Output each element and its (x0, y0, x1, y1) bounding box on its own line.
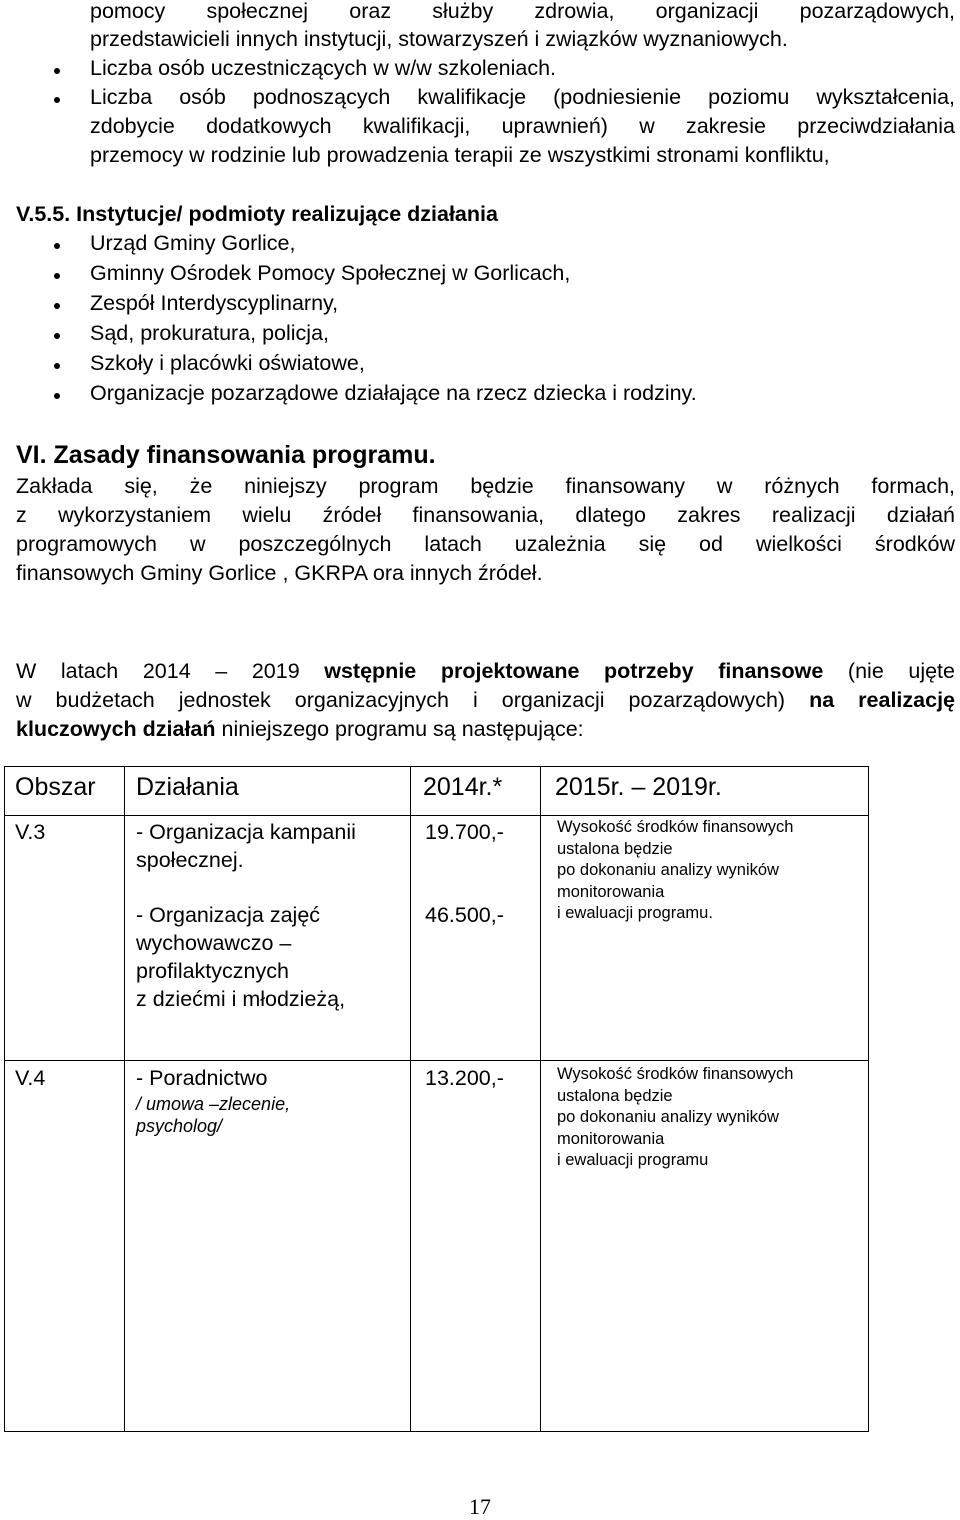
table-cell-action: z dziećmi i młodzieżą, (136, 987, 346, 1011)
paragraph-line (16, 657, 955, 685)
text-run: niniejszego programu są następujące: (215, 717, 584, 741)
bullet-icon (54, 363, 60, 369)
list-item: Zespół Interdyscyplinarny, (90, 291, 339, 315)
table-cell-action-sub: / umowa –zlecenie, (136, 1094, 291, 1114)
page-number: 17 (469, 1494, 491, 1519)
list-item: Gminny Ośrodek Pomocy Społecznej w Gorlicach, (90, 261, 571, 285)
text-run: w budżetach jednostek organizacyjnych i organizacji pozarządowych) (16, 688, 810, 712)
bullet-icon (54, 333, 60, 339)
table-cell-amount: 13.200,- (425, 1066, 504, 1090)
table-divider (5, 815, 868, 816)
table-cell-note: ustalona będzie (557, 839, 673, 858)
intro-text-line: przedstawicieli innych instytucji, stowarzyszeń i związków wyznaniowych. (90, 27, 788, 51)
table-cell-action: wychowawczo – (136, 931, 292, 955)
intro-text-line: pomocy społecznej oraz służby zdrowia, organizacji pozarządowych, (90, 0, 955, 23)
table-header: Działania (136, 773, 239, 801)
text-run: (nie ujęte (823, 659, 955, 683)
table-header: 2014r.* (423, 773, 503, 801)
text-run-bold: na realizację (809, 688, 955, 712)
table-cell-action: - Organizacja kampanii (136, 820, 356, 844)
paragraph-line (16, 715, 584, 743)
list-item: Sąd, prokuratura, policja, (90, 321, 330, 345)
bullet-item-cont: przemocy w rodzinie lub prowadzenia terapii ze wszystkimi stronami konfliktu, (90, 143, 830, 167)
bullet-icon (54, 68, 60, 74)
table-cell-action: - Organizacja zajęć (136, 903, 321, 927)
bullet-icon (54, 393, 60, 399)
bullet-icon (54, 273, 60, 279)
table-divider (540, 767, 541, 1431)
paragraph-line: programowych w poszczególnych latach uzależnia się od wielkości środków (16, 532, 955, 556)
list-item: Urząd Gminy Gorlice, (90, 231, 296, 255)
section-heading: V.5.5. Instytucje/ podmioty realizujące działania (16, 202, 498, 226)
paragraph-line: Zakłada się, że niniejszy program będzie finansowany w różnych formach, (16, 474, 955, 498)
table-header: Obszar (15, 773, 96, 801)
section-heading: VI. Zasady finansowania programu. (16, 441, 436, 469)
table-cell-note: po dokonaniu analizy wyników (557, 861, 779, 879)
table-divider (124, 767, 125, 1431)
table-cell-note: monitorowania (557, 882, 665, 901)
table-cell-action: - Poradnictwo (136, 1066, 268, 1090)
table-cell-note: ustalona będzie (557, 1086, 673, 1105)
paragraph-line: z wykorzystaniem wielu źródeł finansowania, dlatego zakres realizacji działań (16, 503, 955, 527)
table-cell-note: i ewaluacji programu. (557, 904, 713, 922)
bullet-item-cont: zdobycie dodatkowych kwalifikacji, uprawnień) w zakresie przeciwdziałania (90, 114, 955, 138)
bullet-icon (54, 243, 60, 249)
table-cell-amount: 46.500,- (425, 903, 504, 927)
table-cell-obszar: V.3 (15, 820, 46, 844)
bullet-icon (54, 303, 60, 309)
bullet-icon (54, 97, 60, 103)
table-cell-action: społecznej. (136, 848, 244, 872)
table-header: 2015r. – 2019r. (555, 773, 722, 801)
table-cell-action: profilaktycznych (136, 959, 289, 983)
text-run-bold: wstępnie projektowane potrzeby finansowe (324, 659, 824, 683)
list-item: Szkoły i placówki oświatowe, (90, 351, 365, 375)
table-divider (410, 767, 411, 1431)
table-cell-note: Wysokość środków finansowych (557, 818, 794, 836)
table-divider (5, 1060, 868, 1061)
table-cell-note: monitorowania (557, 1129, 665, 1148)
table-cell-action-sub: psycholog/ (136, 1116, 223, 1136)
table-cell-obszar: V.4 (15, 1066, 46, 1090)
table-cell-note: i ewaluacji programu (557, 1151, 709, 1169)
paragraph-line (16, 686, 955, 714)
table-cell-amount: 19.700,- (425, 820, 504, 844)
bullet-item: Liczba osób podnoszących kwalifikacje (podniesienie poziomu wykształcenia, (90, 85, 955, 109)
paragraph-line: finansowych Gminy Gorlice , GKRPA ora innych źródeł. (16, 561, 543, 585)
bullet-item: Liczba osób uczestniczących w w/w szkoleniach. (90, 56, 557, 80)
table-cell-note: Wysokość środków finansowych (557, 1065, 794, 1083)
text-run-bold: kluczowych działań (16, 717, 216, 741)
text-run: W latach 2014 – 2019 (16, 659, 325, 683)
table-cell-note: po dokonaniu analizy wyników (557, 1108, 779, 1126)
list-item: Organizacje pozarządowe działające na rzecz dziecka i rodziny. (90, 381, 697, 405)
financing-table (4, 766, 869, 1432)
